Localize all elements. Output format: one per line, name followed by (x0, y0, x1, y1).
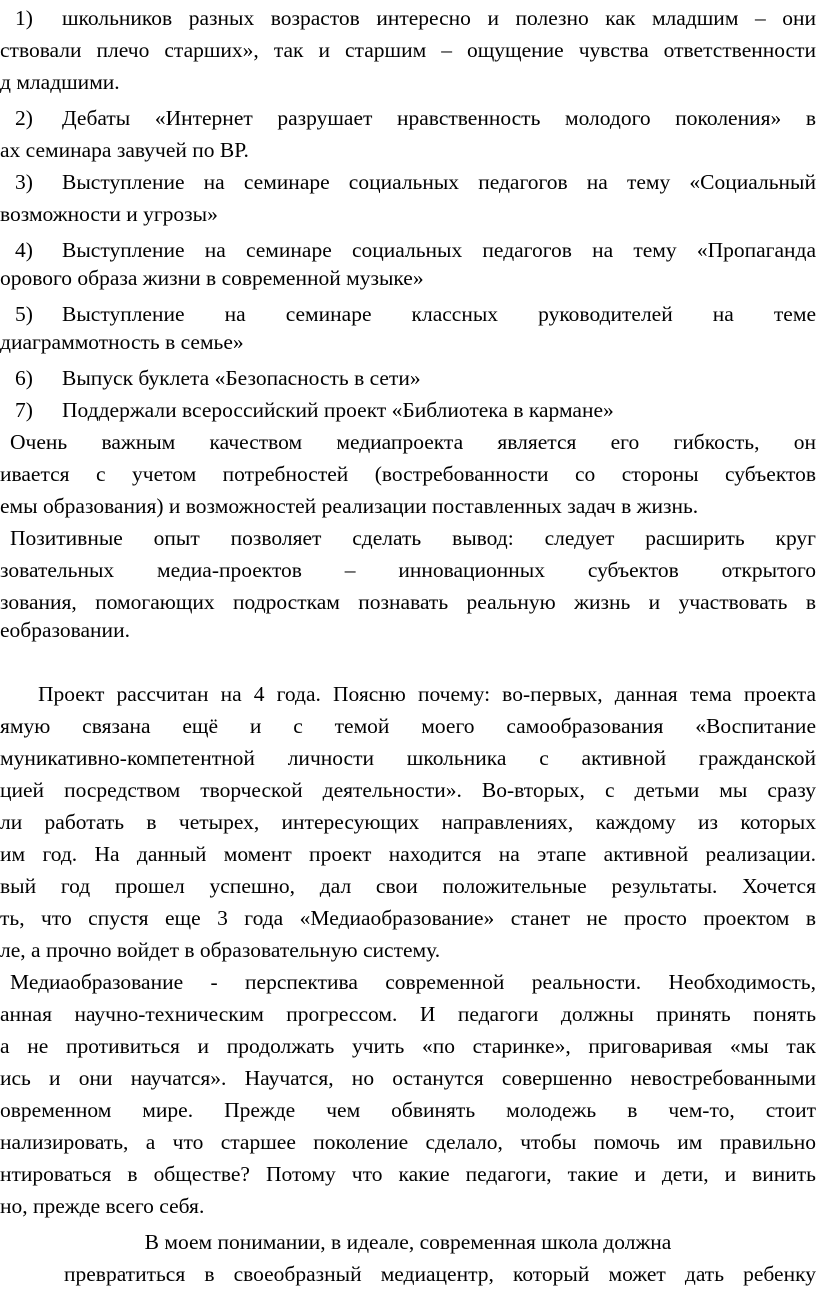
list-item (0, 166, 816, 198)
text-line: Очень важным качеством медиапроекта является его гибкость, он (10, 430, 816, 454)
text-line: орового образа жизни в современной музыке» (0, 266, 424, 290)
list-item-text: Дебаты «Интернет разрушает нравственность молодого поколения» в (62, 106, 816, 130)
text-line: нтироваться в обществе? Потому что какие педагоги, такие и дети, и винить (0, 1162, 816, 1186)
list-item-text: Поддержали всероссийский проект «Библиотека в кармане» (62, 398, 614, 422)
text-line: диаграммотность в семье» (0, 330, 244, 354)
text-line: ть, что спустя еще 3 года «Медиаобразование» станет не просто проектом в (0, 906, 816, 930)
text-line: зовательных медиа-проектов – инновационных субъектов открытого (0, 558, 816, 582)
text-line: цией посредством творческой деятельности». Во-вторых, с детьми мы сразу (0, 778, 816, 802)
text-line: анная научно-техническим прогрессом. И педагоги должны принять понять (0, 1002, 816, 1026)
text-line: муникативно-компетентной личности школьника с активной гражданской (0, 746, 816, 770)
list-item (0, 2, 816, 34)
list-item-number: 1) (15, 6, 33, 30)
text-line: овременном мире. Прежде чем обвинять молодежь в чем-то, стоит (0, 1098, 816, 1122)
text-line: ствовали плечо старших», так и старшим – ощущение чувства ответственности (0, 38, 816, 62)
text-line: Медиаобразование - перспектива современной реальности. Необходимость, (10, 970, 816, 994)
list-item-number: 2) (15, 106, 33, 130)
text-line: Позитивные опыт позволяет сделать вывод: следует расширить круг (10, 526, 816, 550)
list-item-text: Выступление на семинаре социальных педагогов на тему «Пропаганда (62, 238, 816, 262)
list-item-text: Выпуск буклета «Безопасность в сети» (62, 366, 421, 390)
text-line: д младшими. (0, 70, 120, 94)
text-line: им год. На данный момент проект находится на этапе активной реализации. (0, 842, 816, 866)
text-line: ивается с учетом потребностей (востребованности со стороны субъектов (0, 462, 816, 486)
list-item (0, 102, 816, 134)
list-item-text: Выступление на семинаре социальных педагогов на тему «Социальный (62, 170, 816, 194)
text-line: Проект рассчитан на 4 года. Поясню почему: во-первых, данная тема проекта (38, 682, 816, 706)
list-item-number: 7) (15, 398, 33, 422)
list-item (0, 362, 816, 394)
text-line: нализировать, а что старшее поколение сделало, чтобы помочь им правильно (0, 1130, 816, 1154)
text-line: а не противиться и продолжать учить «по старинке», приговаривая «мы так (0, 1034, 816, 1058)
text-line: ямую связана ещё и с темой моего самообразования «Воспитание (0, 714, 816, 738)
text-line: превратиться в своеобразный медиацентр, который может дать ребенку (64, 1262, 816, 1286)
text-line: возможности и угрозы» (0, 202, 218, 226)
text-line: ах семинара завучей по ВР. (0, 138, 249, 162)
text-line: зования, помогающих подросткам познавать реальную жизнь и участвовать в (0, 590, 816, 614)
text-line: ле, а прочно войдет в образовательную систему. (0, 938, 441, 962)
list-item-number: 6) (15, 366, 33, 390)
list-item-number: 3) (15, 170, 33, 194)
list-item-text: Выступление на семинаре классных руководителей на теме (62, 302, 816, 326)
list-item-text: школьников разных возрастов интересно и полезно как младшим – они (62, 6, 816, 30)
text-line: В моем понимании, в идеале, современная школа должна (144, 1230, 672, 1254)
text-line: еобразовании. (0, 618, 130, 642)
text-line: но, прежде всего себя. (0, 1194, 205, 1218)
text-line: ли работать в четырех, интересующих направлениях, каждому из которых (0, 810, 816, 834)
list-item (0, 394, 816, 426)
list-item-number: 5) (15, 302, 33, 326)
text-line: емы образования) и возможностей реализации поставленных задач в жизнь. (0, 494, 699, 518)
text-line: ись и они научатся». Научатся, но останутся совершенно невостребованными (0, 1066, 816, 1090)
text-line: вый год прошел успешно, дал свои положительные результаты. Хочется (0, 874, 816, 898)
list-item-number: 4) (15, 238, 33, 262)
